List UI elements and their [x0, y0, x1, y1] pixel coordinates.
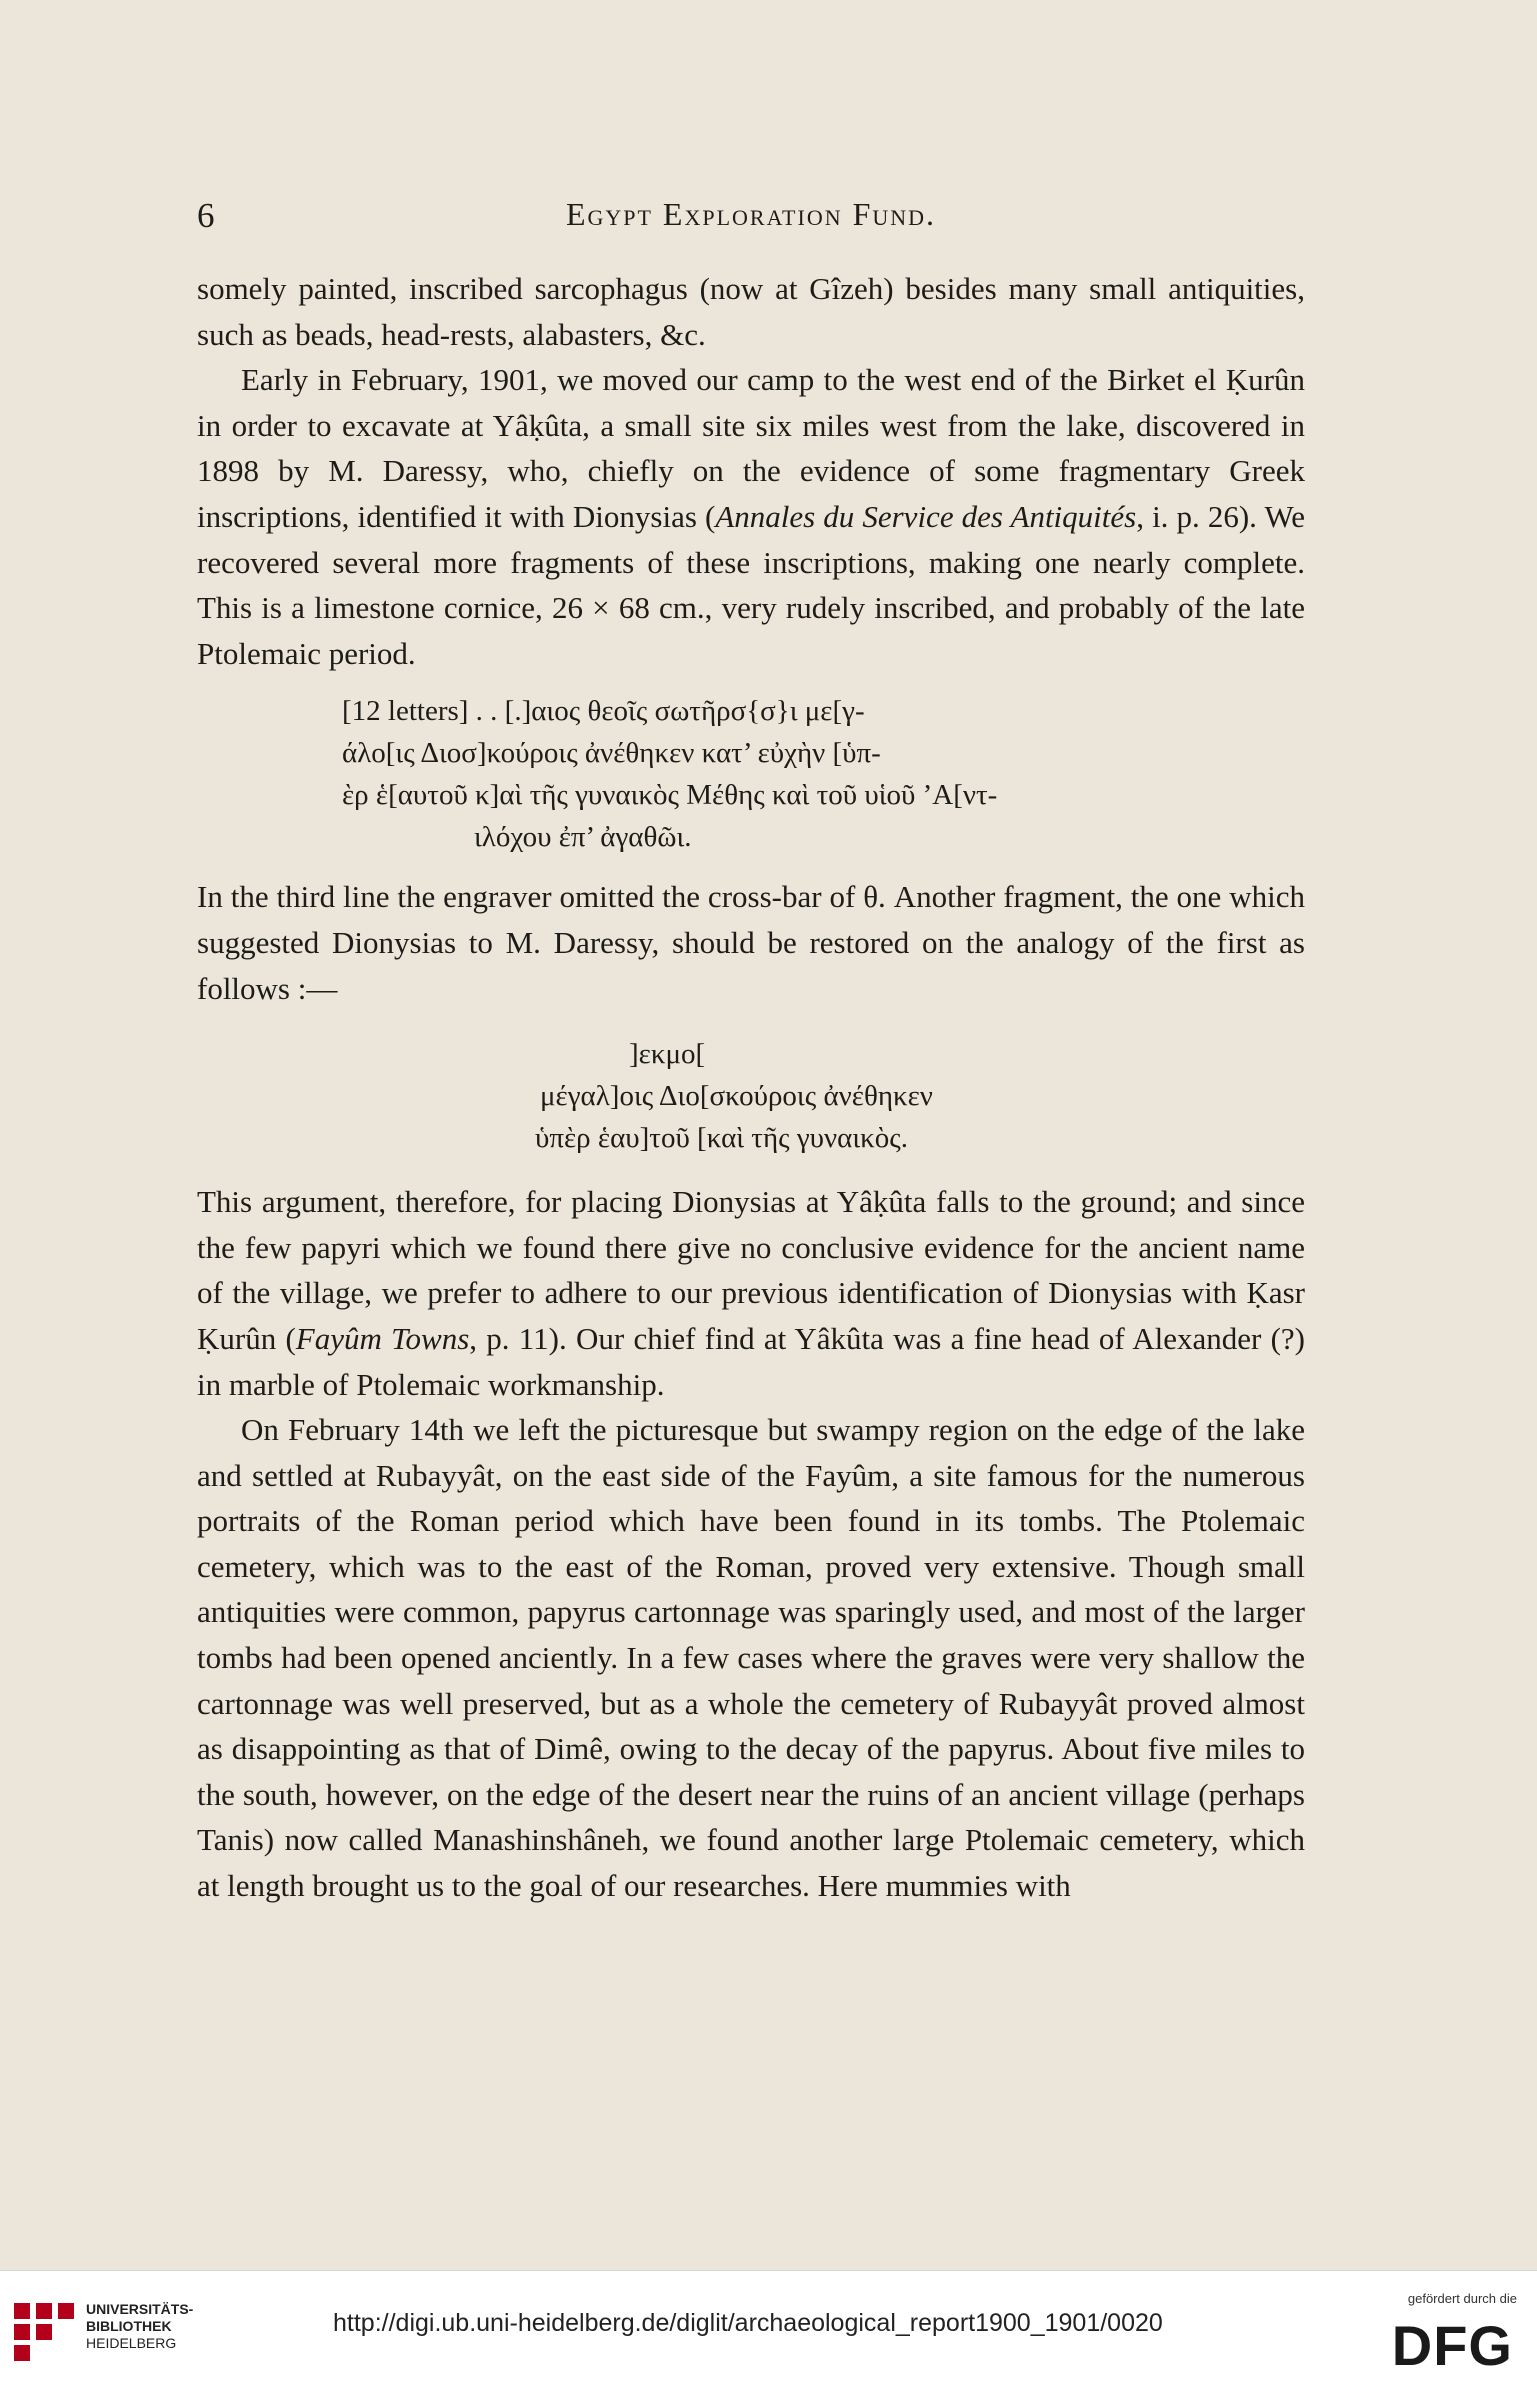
inscription-line: άλο[ις Διοσ]κούροις ἀνέθηκεν κατ’ εὐχὴν [ὑπ-	[342, 737, 881, 770]
funding-note: gefördert durch die	[1407, 2291, 1517, 2306]
paragraph	[197, 1179, 1305, 1407]
library-name-line: BIBLIOTHEK	[86, 2318, 172, 2334]
paragraph: In the third line the engraver omitted the cross-bar of θ. Another fragment, the one which suggested Dionysias to M. Daressy, should be restored on the analogy of the first as follows :—	[197, 879, 1305, 1006]
running-head: Egypt Exploration Fund.	[565, 196, 937, 232]
paragraph: On February 14th we left the picturesque but swampy region on the edge of the lake and settled at Rubayyât, on the east side of the Fayûm, a site famous for the numerous portraits of the Roman period which have been found in its tombs. The Ptolemaic cemetery, which was to the east of the Roman, proved very extensive. Though small antiquities were common, papyrus cartonnage was sparingly used, and most of the larger tombs had been opened anciently. In a few cases where the graves were very shallow the cartonnage was well preserved, but as a whole the cemetery of Rubayyât proved almost as disappointing as that of Dimê, owing to the decay of the papyrus. About five miles to the south, however, on the edge of the desert near the ruins of an ancient village (perhaps Tanis) now called Manashinshâneh, we found another large Ptolemaic cemetery, which at length brought us to the goal of our researches. Here mummies with	[197, 1412, 1305, 1904]
book-title: Fayûm Towns	[295, 1320, 470, 1356]
paragraph-text: , p. 11). Our chief find at Yâkûta was a fine head of Alexander (?) in marble of Ptolemaic workmanship.	[197, 1320, 1305, 1402]
body-text	[197, 266, 1305, 1909]
paragraph-text: Early in February, 1901, we moved our camp to the west end of the Birket el Ḳurûn in order to excavate at Yâḳûta, a small site six miles west from the lake, discovered in 1898 by M. Daressy, who, chiefly on the evidence of some fragmentary Greek inscriptions, identified it with Dionysias (	[197, 362, 1305, 534]
page-header	[197, 196, 1305, 246]
inscription-line: ιλόχου ἐπ’ ἀγαθῶι.	[474, 821, 692, 854]
fragment-line: ]εκμο[	[629, 1038, 706, 1071]
greek-fragment	[197, 1033, 1305, 1159]
source-url-link[interactable]: http://digi.ub.uni-heidelberg.de/diglit/archaeological_report1900_1901/0020	[333, 2309, 1163, 2337]
paragraph	[197, 357, 1305, 676]
fragment-line: μέγαλ]οις Διο[σκούροις ἀνέθηκεν	[540, 1080, 933, 1113]
paragraph: somely painted, inscribed sarcophagus (now at Gîzeh) besides many small antiquities, such as beads, head-rests, alabasters, &c.	[197, 271, 1305, 352]
dfg-logo: DFG	[1391, 2314, 1513, 2377]
fragment-line: ὑπὲρ ἑαυ]τοῦ [καὶ τῆς γυναικὸς.	[535, 1122, 908, 1155]
library-name-line: HEIDELBERG	[86, 2335, 177, 2351]
paragraph-text: This argument, therefore, for placing Dionysias at Yâḳûta falls to the ground; and since the few papyri which we found there give no conclusive evidence for the ancient name of the village, we prefer to adhere to our previous identification of Dionysias with Ḳasr Ḳurûn (	[197, 1184, 1305, 1356]
digitization-footer	[0, 2270, 1537, 2386]
inscription-line: ὲρ ἑ[αυτοῦ κ]αὶ τῆς γυναικὸς Μέθης καὶ τοῦ υἱοῦ ’Α[ντ-	[342, 779, 998, 812]
university-library-logo	[14, 2303, 74, 2361]
library-name	[86, 2301, 193, 2352]
paragraph-text: , i. p. 26). We recovered several more fragments of these inscriptions, making one nearly complete. This is a limestone cornice, 26 × 68 cm., very rudely inscribed, and probably of the late Ptolemaic period.	[197, 498, 1305, 671]
library-name-line: UNIVERSITÄTS-	[86, 2301, 194, 2317]
journal-title: Annales du Service des Antiquités	[715, 498, 1137, 534]
page-number: 6	[197, 196, 215, 235]
inscription-line: [12 letters] . . [.]αιος θεοῖς σωτῆρσ{σ}ι με[γ-	[342, 695, 865, 728]
greek-inscription	[342, 690, 1162, 858]
